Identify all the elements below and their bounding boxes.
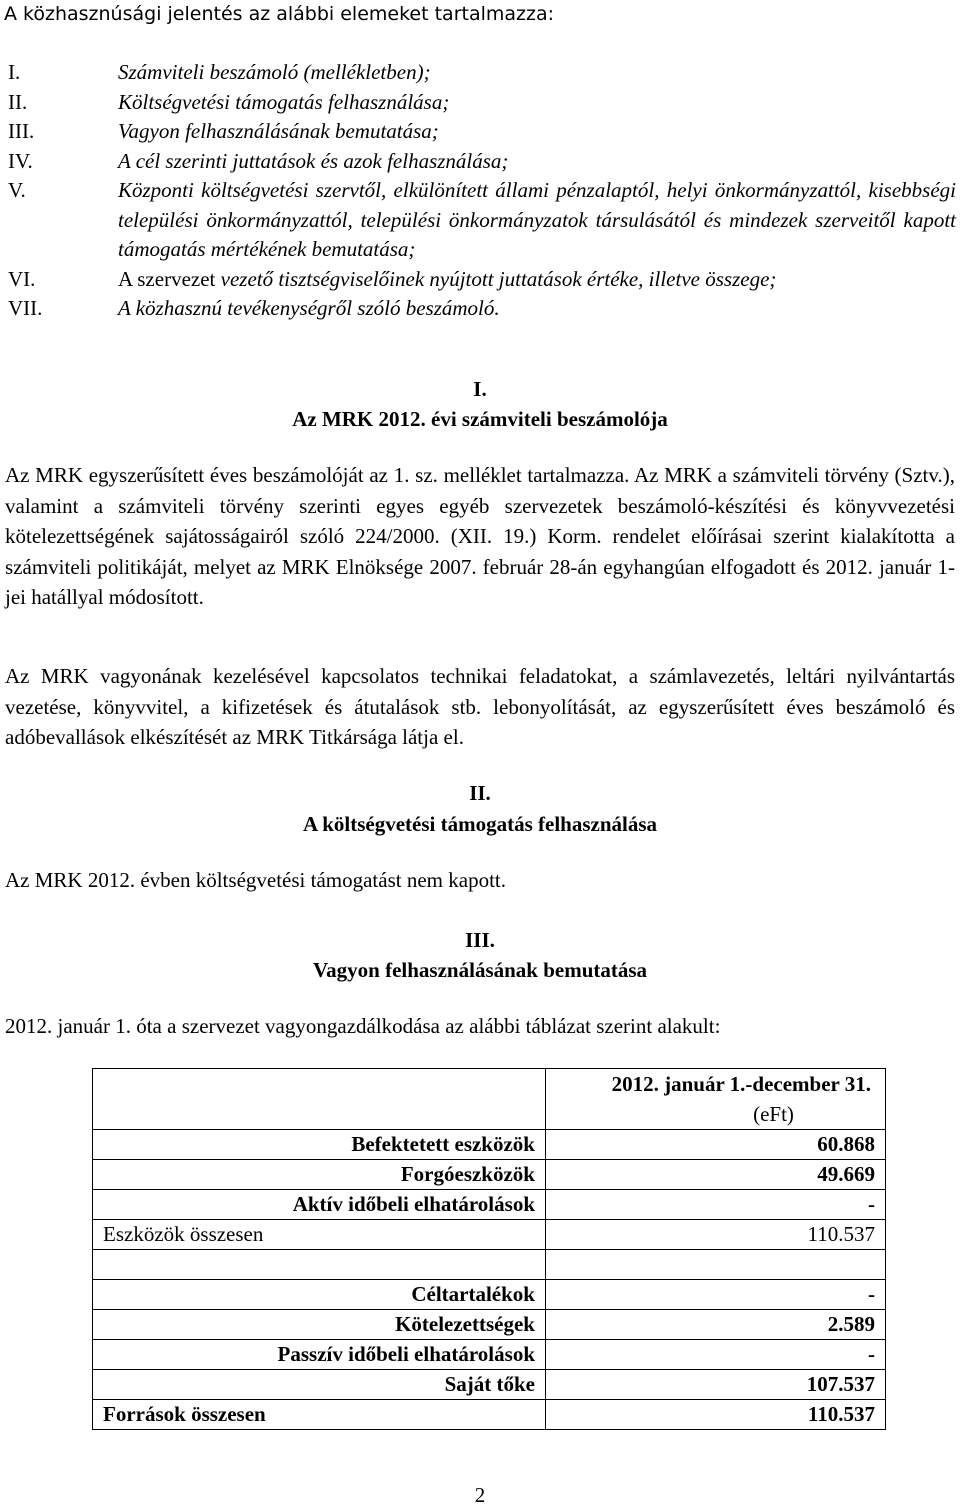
table-row-value: - (546, 1280, 886, 1310)
list-item-text: A közhasznú tevékenységről szóló beszámoló. (118, 296, 500, 320)
list-item (8, 147, 956, 177)
section3-title: Vagyon felhasználásának bemutatása (312, 958, 648, 982)
list-item-prefix: A szervezet (118, 266, 216, 291)
table-row-label: Eszközök összesen (93, 1220, 546, 1250)
list-item (8, 88, 956, 118)
table-row-label: Forgóeszközök (93, 1160, 546, 1190)
section2-text: Az MRK 2012. évben költségvetési támogatást nem kapott. (5, 868, 506, 892)
table-header-unit: (eFt) (753, 1102, 794, 1126)
list-item-number: II. (8, 89, 28, 114)
table-row-value: 110.537 (546, 1220, 886, 1250)
table-row (93, 1160, 886, 1190)
table-row-label: Befektetett eszközök (93, 1130, 546, 1160)
list-item-text: Központi költségvetési szervtől, elkülönített állami pénzalaptól, helyi önkormányzattól, kisebbségi települési önkormányzattól, települési önkormányzatok társulásától és mindezek szerveitől kapott támogatás mértékének bemutatása; (118, 178, 956, 261)
table-row (93, 1340, 886, 1370)
list-item-number: VI. (8, 266, 36, 291)
section2-title: A költségvetési támogatás felhasználása (302, 812, 658, 836)
table-row-value: - (546, 1190, 886, 1220)
table-row (93, 1370, 886, 1400)
section1-paragraph-1: Az MRK egyszerűsített éves beszámolóját az 1. sz. melléklet tartalmazza. Az MRK a számviteli törvény (Sztv.), valamint a számviteli törvény szerinti egyes egyéb szervezetek beszámoló-készítési és könyvvezetési kötelezettségének sajátosságairól szóló 224/2000. (XII. 19.) Korm. rendelet előírásai szerint kialakította a számviteli politikáját, melyet az MRK Elnöksége 2007. február 28-án egyhangúan elfogadott és 2012. január 1-jei hatállyal módosított. (5, 463, 955, 609)
list-item-rest: vezető tisztségviselőinek nyújtott juttatások értéke, illetve összege; (215, 266, 777, 291)
table-row-value: 49.669 (546, 1160, 886, 1190)
table-row (93, 1130, 886, 1160)
table-row-value: 60.868 (546, 1130, 886, 1160)
list-item-number: V. (8, 178, 26, 202)
table-row (93, 1220, 886, 1250)
list-item (8, 294, 956, 324)
list-item-text: Vagyon felhasználásának bemutatása; (118, 119, 439, 143)
table-row-label: Saját tőke (93, 1370, 546, 1400)
list-item-number: I. (8, 60, 21, 84)
table-row (93, 1310, 886, 1340)
table-row-label: Források összesen (93, 1400, 546, 1430)
table-header-period: 2012. január 1.-december 31. (611, 1072, 871, 1096)
table-row (93, 1280, 886, 1310)
table-row-label: Kötelezettségek (93, 1310, 546, 1340)
table-row-value: - (546, 1340, 886, 1370)
list-item-text: Költségvetési támogatás felhasználása; (118, 89, 450, 114)
table-row-value: 107.537 (546, 1370, 886, 1400)
list-item-number: IV. (8, 148, 33, 173)
table-row (93, 1250, 886, 1280)
list-item-text (118, 265, 956, 295)
section3-number: III. (465, 928, 495, 952)
intro-text: A közhasznúsági jelentés az alábbi elemeket tartalmazza: (4, 3, 555, 25)
section3-text: 2012. január 1. óta a szervezet vagyongazdálkodása az alábbi táblázat szerint alakult: (5, 1014, 721, 1038)
list-item (8, 265, 956, 295)
list-item-text: A cél szerinti juttatások és azok felhasználása; (118, 148, 509, 173)
table-row (93, 1190, 886, 1220)
list-item-number: VII. (8, 296, 43, 320)
section2-number: II. (469, 781, 491, 805)
list-item (8, 176, 956, 265)
table-row-value: 2.589 (546, 1310, 886, 1340)
table-row (93, 1400, 886, 1430)
contents-list (8, 58, 956, 324)
section1-number: I. (473, 377, 487, 401)
table-header-cell (546, 1069, 886, 1130)
table-row-label: Aktív időbeli elhatárolások (93, 1190, 546, 1220)
page-number: 2 (474, 1483, 486, 1507)
list-item (8, 117, 956, 147)
table-row-label (93, 1250, 546, 1280)
list-item-number: III. (8, 119, 35, 143)
list-item (8, 58, 956, 88)
table-row-value (546, 1250, 886, 1280)
table-row-label: Céltartalékok (93, 1280, 546, 1310)
asset-table (92, 1068, 886, 1430)
section1-paragraph-2: Az MRK vagyonának kezelésével kapcsolatos technikai feladatokat, a számlavezetés, leltári nyilvántartás vezetése, könyvvitel, a kifizetések és átutalások stb. lebonyolítását, az egyszerűsített éves beszámoló és adóbevallások elkészítését az MRK Titkársága látja el. (5, 664, 955, 749)
table-header-empty (93, 1069, 546, 1130)
table-header-row (93, 1069, 886, 1130)
table-row-value: 110.537 (546, 1400, 886, 1430)
table-row-label: Passzív időbeli elhatárolások (93, 1340, 546, 1370)
list-item-text: Számviteli beszámoló (mellékletben); (118, 60, 431, 84)
section1-title: Az MRK 2012. évi számviteli beszámolója (292, 407, 668, 431)
